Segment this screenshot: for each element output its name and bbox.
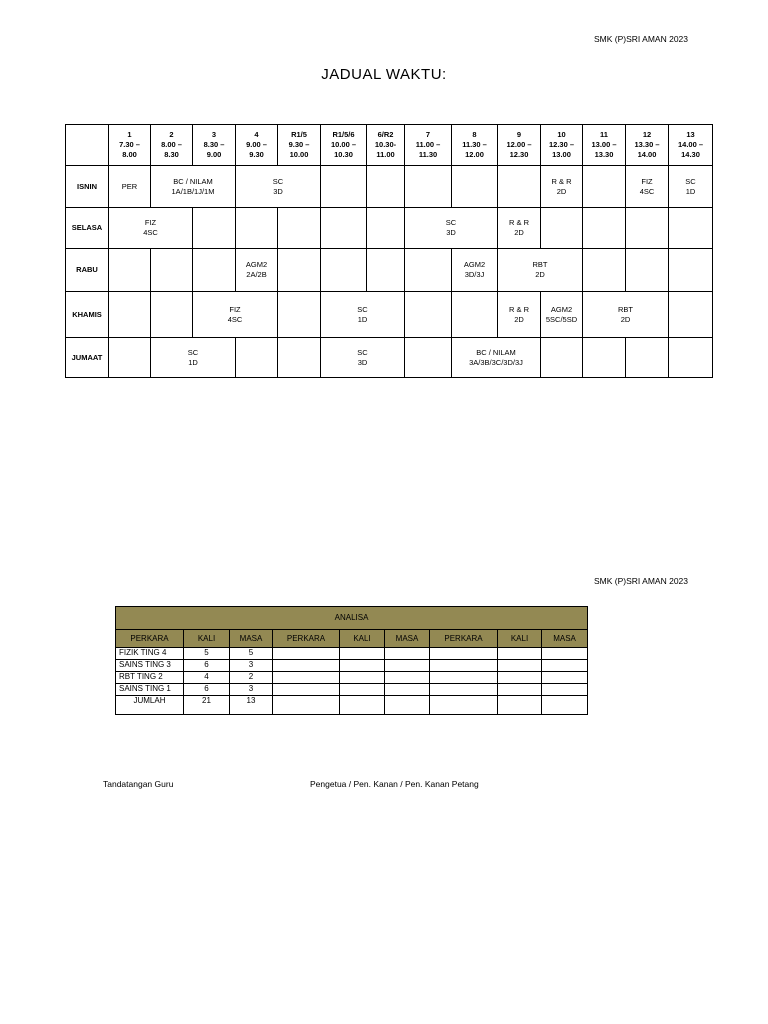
day-row-khamis: [66, 292, 713, 338]
class-cell: FIZ 4SC: [109, 208, 193, 249]
class-cell: FIZ 4SC: [193, 292, 278, 338]
empty-cell: [405, 292, 452, 338]
empty-cell: [193, 208, 236, 249]
empty-cell: [669, 249, 713, 292]
class-cell: RBT 2D: [583, 292, 669, 338]
period-header: 4 9.00 – 9.30: [236, 125, 278, 166]
empty-cell: [669, 338, 713, 378]
class-cell: FIZ 4SC: [626, 166, 669, 208]
class-cell: AGM2 2A/2B: [236, 249, 278, 292]
period-header: 12 13.30 – 14.00: [626, 125, 669, 166]
perkara-cell: RBT TING 2: [116, 672, 184, 684]
kali-cell: 6: [184, 684, 230, 696]
class-cell: PER: [109, 166, 151, 208]
period-header: 3 8.30 – 9.00: [193, 125, 236, 166]
empty-cell: [367, 208, 405, 249]
kali-cell: 6: [184, 660, 230, 672]
day-label: KHAMIS: [66, 292, 109, 338]
day-row-selasa: [66, 208, 713, 249]
total-kali: 21: [184, 696, 230, 715]
class-cell: R & R 2D: [498, 208, 541, 249]
period-header: 11 13.00 – 13.30: [583, 125, 626, 166]
column-header: KALI: [498, 630, 542, 648]
empty-cell: [321, 249, 367, 292]
perkara-cell: SAINS TING 1: [116, 684, 184, 696]
empty-cell: [236, 208, 278, 249]
empty-cell: [193, 249, 236, 292]
masa-cell: 2: [230, 672, 273, 684]
empty-cell: [278, 338, 321, 378]
class-cell: RBT 2D: [498, 249, 583, 292]
empty-cell: [367, 166, 405, 208]
day-row-isnin: [66, 166, 713, 208]
column-header: MASA: [230, 630, 273, 648]
analysis-header-row: [116, 630, 588, 648]
school-header: SMK (P)SRI AMAN 2023: [594, 34, 689, 44]
perkara-cell: SAINS TING 3: [116, 660, 184, 672]
empty-cell: [109, 292, 151, 338]
column-header: KALI: [184, 630, 230, 648]
period-header: 8 11.30 – 12.00: [452, 125, 498, 166]
empty-cell: [626, 338, 669, 378]
class-cell: SC 3D: [321, 338, 405, 378]
period-header: 1 7.30 – 8.00: [109, 125, 151, 166]
kali-cell: 4: [184, 672, 230, 684]
column-header: MASA: [542, 630, 588, 648]
empty-cell: [405, 166, 452, 208]
analysis-row: [116, 648, 588, 660]
day-label: JUMAAT: [66, 338, 109, 378]
column-header: PERKARA: [430, 630, 498, 648]
empty-cell: [626, 249, 669, 292]
total-label: JUMLAH: [116, 696, 184, 715]
empty-cell: [583, 338, 626, 378]
empty-cell: [669, 208, 713, 249]
empty-cell: [321, 208, 367, 249]
empty-cell: [498, 166, 541, 208]
kali-cell: 5: [184, 648, 230, 660]
empty-cell: [109, 249, 151, 292]
column-header: PERKARA: [116, 630, 184, 648]
empty-cell: [541, 338, 583, 378]
day-label: RABU: [66, 249, 109, 292]
empty-cell: [405, 338, 452, 378]
perkara-cell: FIZIK TING 4: [116, 648, 184, 660]
empty-cell: [405, 249, 452, 292]
empty-cell: [278, 292, 321, 338]
empty-cell: [278, 208, 321, 249]
corner-cell: [66, 125, 109, 166]
empty-cell: [583, 166, 626, 208]
empty-cell: [278, 249, 321, 292]
total-masa: 13: [230, 696, 273, 715]
period-header: R1/5 9.30 – 10.00: [278, 125, 321, 166]
period-header: 13 14.00 – 14.30: [669, 125, 713, 166]
class-cell: BC / NILAM 1A/1B/1J/1M: [151, 166, 236, 208]
empty-cell: [236, 338, 278, 378]
empty-cell: [151, 249, 193, 292]
analysis-total-row: [116, 696, 588, 715]
class-cell: R & R 2D: [498, 292, 541, 338]
masa-cell: 5: [230, 648, 273, 660]
empty-cell: [367, 249, 405, 292]
period-header: 6/R2 10.30- 11.00: [367, 125, 405, 166]
period-header: 10 12.30 – 13.00: [541, 125, 583, 166]
day-row-rabu: [66, 249, 713, 292]
class-cell: AGM2 5SC/5SD: [541, 292, 583, 338]
empty-cell: [109, 338, 151, 378]
analysis-table: [115, 606, 588, 715]
empty-cell: [452, 292, 498, 338]
day-label: ISNIN: [66, 166, 109, 208]
empty-cell: [583, 249, 626, 292]
analysis-row: [116, 660, 588, 672]
empty-cell: [583, 208, 626, 249]
empty-cell: [669, 292, 713, 338]
empty-cell: [452, 166, 498, 208]
empty-cell: [151, 292, 193, 338]
teacher-signature-label: Tandatangan Guru: [103, 779, 174, 789]
day-row-jumaat: [66, 338, 713, 378]
analysis-row: [116, 672, 588, 684]
period-header: 9 12.00 – 12.30: [498, 125, 541, 166]
empty-cell: [541, 208, 583, 249]
class-cell: AGM2 3D/3J: [452, 249, 498, 292]
masa-cell: 3: [230, 660, 273, 672]
empty-cell: [626, 208, 669, 249]
period-header: R1/5/6 10.00 – 10.30: [321, 125, 367, 166]
period-header: 2 8.00 – 8.30: [151, 125, 193, 166]
page-title: JADUAL WAKTU:: [321, 66, 447, 83]
column-header: KALI: [340, 630, 385, 648]
analysis-banner-row: [116, 607, 588, 630]
timetable: [65, 124, 713, 378]
school-header-2: SMK (P)SRI AMAN 2023: [594, 576, 689, 586]
class-cell: SC 1D: [321, 292, 405, 338]
period-header: 7 11.00 – 11.30: [405, 125, 452, 166]
class-cell: R & R 2D: [541, 166, 583, 208]
day-label: SELASA: [66, 208, 109, 249]
analysis-banner: ANALISA: [116, 607, 588, 630]
class-cell: BC / NILAM 3A/3B/3C/3D/3J: [452, 338, 541, 378]
empty-cell: [321, 166, 367, 208]
class-cell: SC 3D: [405, 208, 498, 249]
class-cell: SC 1D: [151, 338, 236, 378]
masa-cell: 3: [230, 684, 273, 696]
class-cell: SC 1D: [669, 166, 713, 208]
timetable-header-row: [66, 125, 713, 166]
column-header: MASA: [385, 630, 430, 648]
class-cell: SC 3D: [236, 166, 321, 208]
column-header: PERKARA: [273, 630, 340, 648]
analysis-row: [116, 684, 588, 696]
principal-signature-label: Pengetua / Pen. Kanan / Pen. Kanan Petang: [310, 779, 479, 789]
